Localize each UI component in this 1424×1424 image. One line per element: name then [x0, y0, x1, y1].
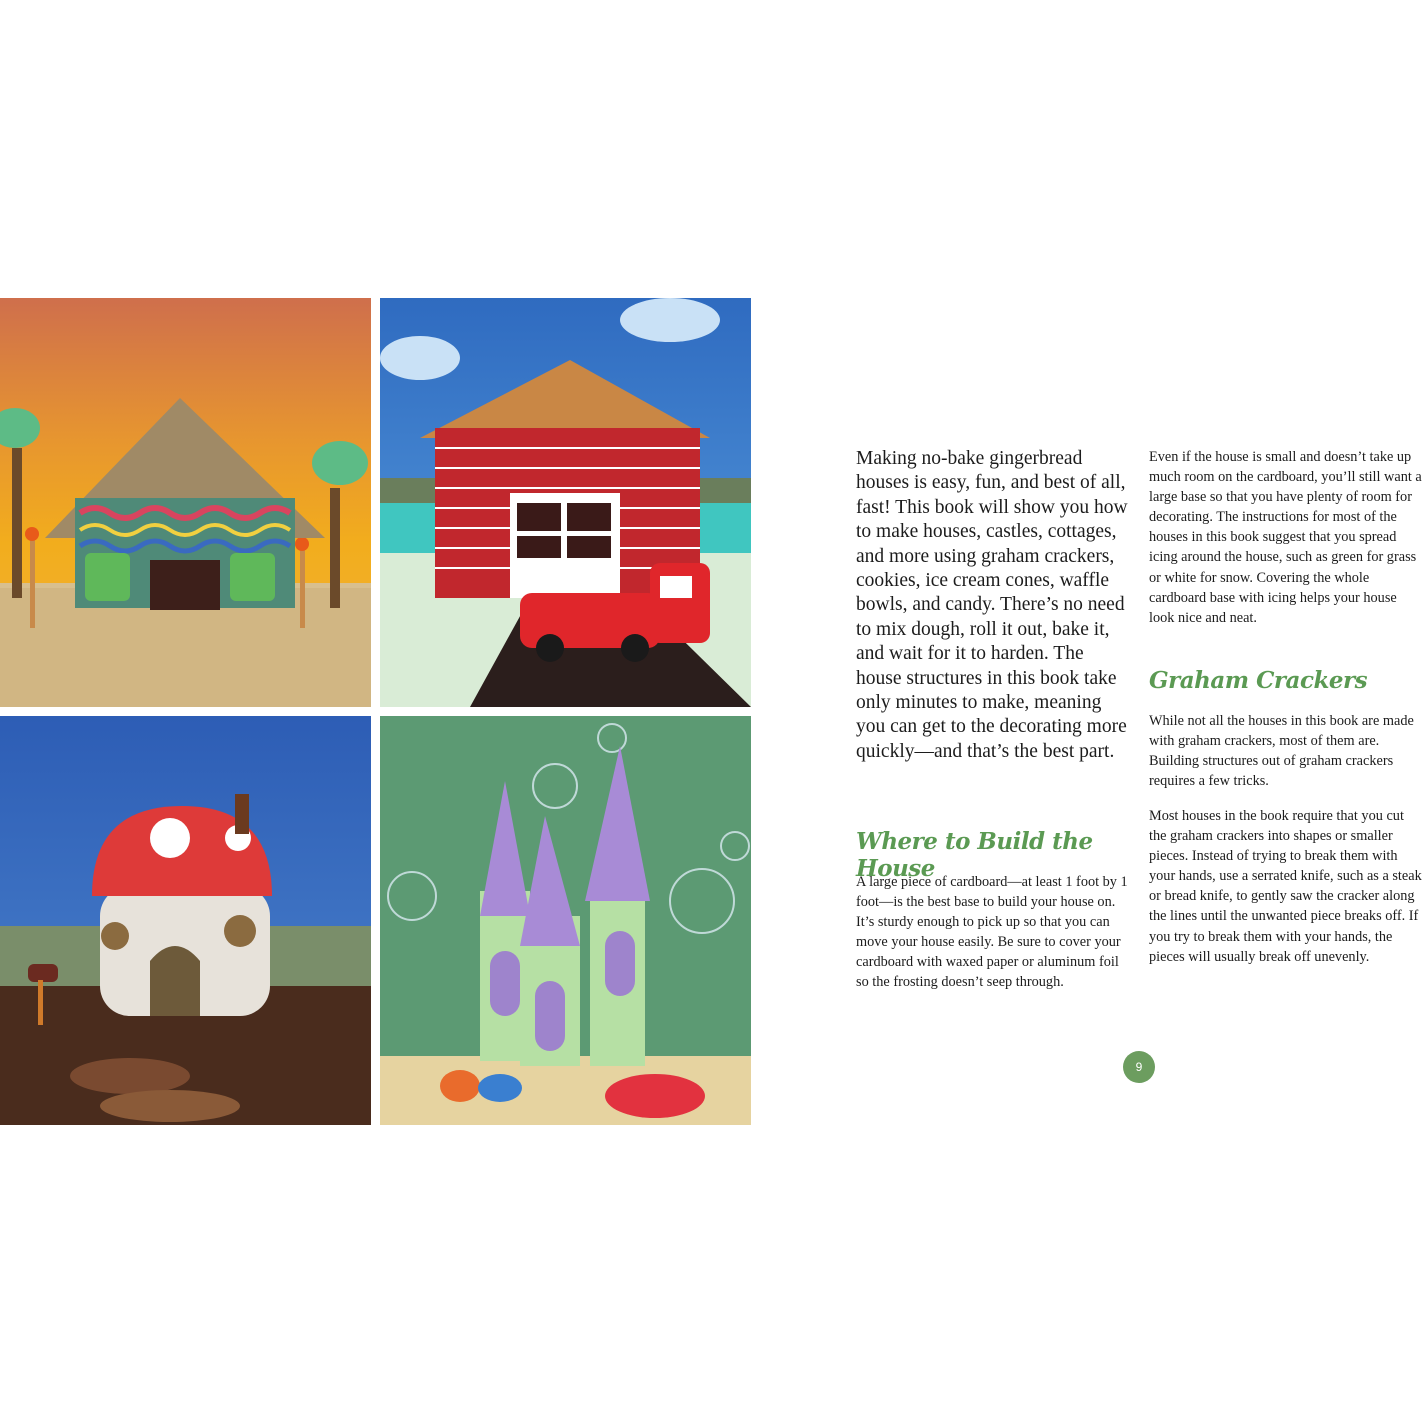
where-to-build-paragraph: A large piece of cardboard—at least 1 foot by 1 foot—is the best base to build your house on. It’s sturdy enough to pick up so that you can move your house easily. Be sure to cover your cardboard with waxed paper or aluminum foil so the frosting doesn’t seep through. [856, 874, 1128, 991]
mushroom-house-gingerbread-photo [0, 716, 371, 1125]
large-base-paragraph: Even if the house is small and doesn’t take up much room on the cardboard, you’ll still want a large base so that you have plenty of room for decorating. The instructions for most of the houses in this book suggest that you spread icing around the house, such as green for grass or white for snow. Covering the whole cardboard base with icing helps your house look nice and neat. [1149, 449, 1422, 626]
graham-crackers-paragraph-2: Most houses in the book require that you cut the graham crackers into shapes or smaller pieces. Instead of trying to break them with your hands, use a serrated knife, such as a steak or bread knife, to gently saw the cracker along the lines until the unwanted piece breaks off. If you try to break them with your hands, the pieces will usually break off unevenly. [1149, 808, 1422, 965]
graham-crackers-heading: Graham Crackers [1149, 667, 1368, 694]
mermaid-castle-gingerbread-photo [380, 716, 751, 1125]
tiki-hut-gingerbread-photo [0, 298, 371, 707]
page-number-badge: 9 [1123, 1051, 1155, 1083]
intro-paragraph: Making no-bake gingerbread houses is easy, fun, and best of all, fast! This book will show you how to make houses, castles, cottages, and more using graham crackers, cookies, ice cream cones, waffle bowls, and candy. There’s no need to mix dough, roll it out, bake it, and wait for it to harden. The house structures in this book take only minutes to make, meaning you can get to the decorating more quickly—and that’s the best part. [856, 448, 1128, 762]
where-to-build-heading: Where to Build the House [856, 828, 1093, 882]
fire-station-gingerbread-photo [380, 298, 751, 707]
graham-crackers-paragraph-1: While not all the houses in this book are made with graham crackers, most of them are. Building structures out of graham crackers requires a few tricks. [1149, 713, 1414, 790]
